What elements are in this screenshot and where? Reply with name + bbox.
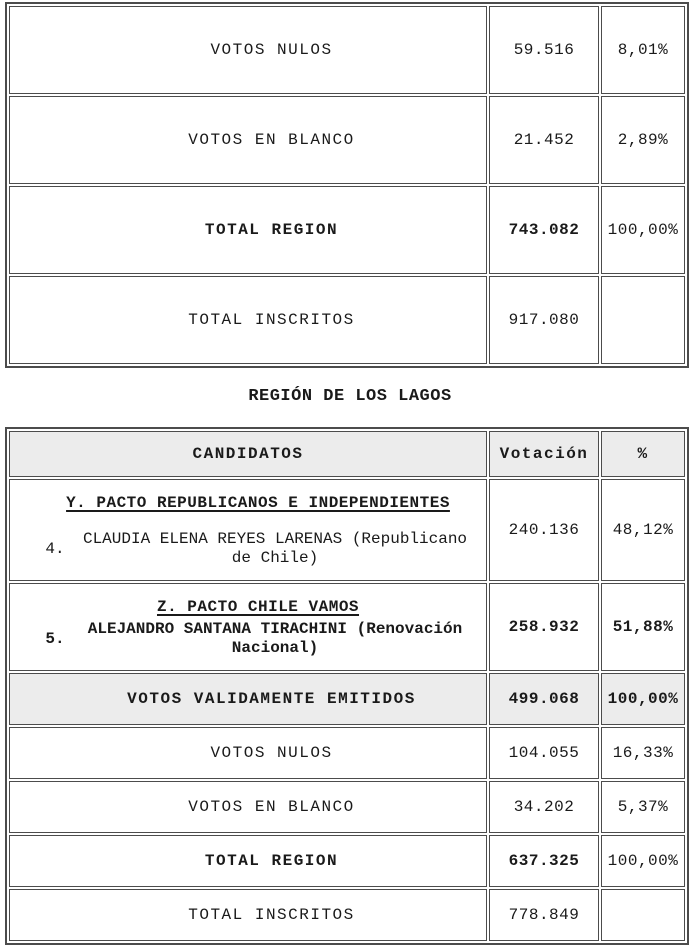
candidates-cell: [9, 6, 487, 94]
votacion-value: 104.055: [489, 727, 599, 779]
header-row: [9, 431, 685, 477]
row-label: TOTAL INSCRITOS: [188, 906, 355, 924]
percent-value: [601, 889, 685, 941]
votacion-value: 778.849: [489, 889, 599, 941]
pact-name: Z. PACTO CHILE VAMOS: [156, 598, 360, 616]
votacion-value: 743.082: [489, 186, 599, 274]
votacion-value: 240.136: [489, 479, 599, 581]
row-label: VOTOS NULOS: [210, 744, 333, 762]
row-label: TOTAL REGION: [204, 852, 339, 870]
candidate-line: [38, 620, 478, 658]
percent-value: 48,12%: [601, 479, 685, 581]
summary-row: [9, 781, 685, 833]
votacion-value: 637.325: [489, 835, 599, 887]
row-label: TOTAL REGION: [204, 221, 339, 239]
candidates-cell: [9, 479, 487, 581]
region-title: REGIÓN DE LOS LAGOS: [248, 387, 452, 406]
candidates-column-header: CANDIDATOS: [9, 431, 487, 477]
row-label: TOTAL INSCRITOS: [188, 311, 355, 329]
votacion-value: 21.452: [489, 96, 599, 184]
percent-value: [601, 276, 685, 364]
results-table-los-lagos: [5, 427, 689, 945]
row-label: VOTOS EN BLANCO: [188, 798, 355, 816]
percent-value: 51,88%: [601, 583, 685, 671]
candidate-number: 4.: [45, 539, 65, 558]
summary-row: [9, 889, 685, 941]
row-label: VOTOS EN BLANCO: [188, 131, 355, 149]
percent-value: 16,33%: [601, 727, 685, 779]
percent-column-header: %: [601, 431, 685, 477]
candidate-row: [9, 583, 685, 671]
summary-row: [9, 276, 685, 364]
votacion-value: 917.080: [489, 276, 599, 364]
candidates-cell: [9, 96, 487, 184]
percent-value: 5,37%: [601, 781, 685, 833]
candidates-cell: [9, 835, 487, 887]
summary-row: [9, 6, 685, 94]
percent-value: 100,00%: [601, 186, 685, 274]
candidates-cell: [9, 781, 487, 833]
candidates-cell: [9, 276, 487, 364]
summary-row: [9, 673, 685, 725]
summary-row: [9, 186, 685, 274]
summary-row: [9, 727, 685, 779]
candidate-name: CLAUDIA ELENA REYES LARENAS (Republicano de Chile): [82, 530, 468, 567]
summary-row: [9, 835, 685, 887]
results-table-previous-region: [5, 2, 689, 368]
pact-name: Y. PACTO REPUBLICANOS E INDEPENDIENTES: [66, 494, 450, 512]
candidates-cell: [9, 583, 487, 671]
candidate-row: [9, 479, 685, 581]
candidates-cell: [9, 186, 487, 274]
percent-value: 8,01%: [601, 6, 685, 94]
votacion-value: 499.068: [489, 673, 599, 725]
summary-row: [9, 96, 685, 184]
votacion-column-header: Votación: [489, 431, 599, 477]
votacion-value: 59.516: [489, 6, 599, 94]
votacion-value: 258.932: [489, 583, 599, 671]
row-label: VOTOS NULOS: [210, 41, 333, 59]
candidates-cell: [9, 727, 487, 779]
row-label: VOTOS VALIDAMENTE EMITIDOS: [127, 690, 416, 708]
candidate-name: ALEJANDRO SANTANA TIRACHINI (Renovación Nacional): [87, 620, 463, 657]
candidate-number: 5.: [45, 629, 65, 648]
candidates-cell: [9, 889, 487, 941]
percent-value: 100,00%: [601, 835, 685, 887]
percent-value: 100,00%: [601, 673, 685, 725]
candidate-line: [38, 530, 478, 568]
percent-value: 2,89%: [601, 96, 685, 184]
candidates-cell: [9, 673, 487, 725]
votacion-value: 34.202: [489, 781, 599, 833]
